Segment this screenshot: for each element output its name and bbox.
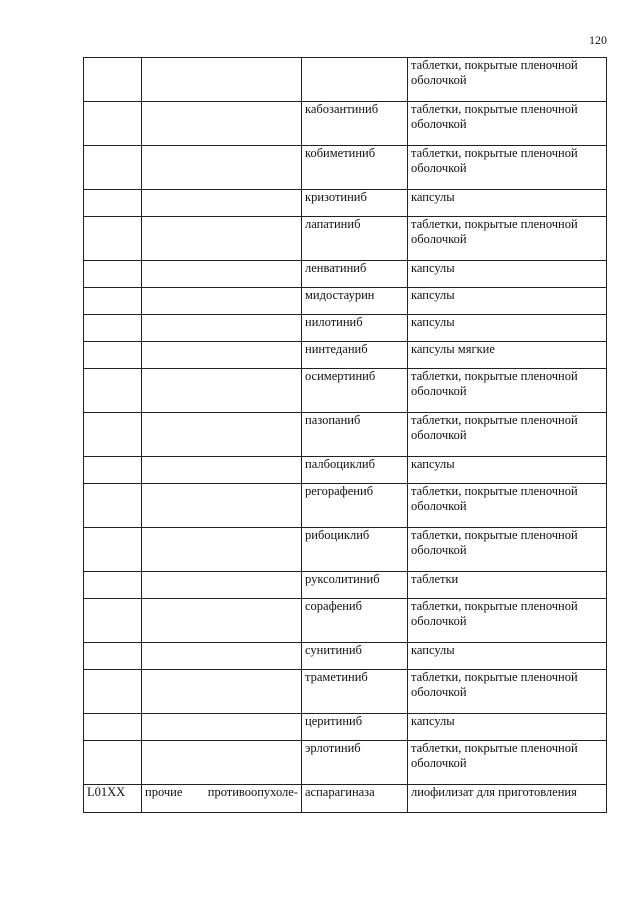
drug-name-cell: рибоциклиб bbox=[302, 528, 408, 572]
group-cell bbox=[142, 315, 302, 342]
code-cell bbox=[84, 670, 142, 714]
drug-name-cell: церитиниб bbox=[302, 714, 408, 741]
group-cell bbox=[142, 599, 302, 643]
drug-name-cell: аспарагиназа bbox=[302, 785, 408, 813]
code-cell bbox=[84, 146, 142, 190]
table-row bbox=[84, 315, 607, 342]
dosage-form-cell: таблетки, покрытые пленочной оболочкой bbox=[408, 413, 607, 457]
dosage-form-cell: таблетки, покрытые пленочной оболочкой bbox=[408, 146, 607, 190]
dosage-form-cell: капсулы bbox=[408, 288, 607, 315]
drug-name-cell: регорафениб bbox=[302, 484, 408, 528]
drug-name-cell: нинтеданиб bbox=[302, 342, 408, 369]
table-row bbox=[84, 670, 607, 714]
code-cell bbox=[84, 599, 142, 643]
drug-name-cell: руксолитиниб bbox=[302, 572, 408, 599]
drug-name-cell: кобиметиниб bbox=[302, 146, 408, 190]
code-cell bbox=[84, 342, 142, 369]
drug-name-cell: мидостаурин bbox=[302, 288, 408, 315]
dosage-form-cell: капсулы bbox=[408, 190, 607, 217]
table-row bbox=[84, 288, 607, 315]
dosage-form-cell: таблетки, покрытые пленочной оболочкой bbox=[408, 670, 607, 714]
dosage-form-cell: капсулы bbox=[408, 457, 607, 484]
drug-name-cell: кризотиниб bbox=[302, 190, 408, 217]
table-row bbox=[84, 572, 607, 599]
code-cell bbox=[84, 217, 142, 261]
dosage-form-cell: лиофилизат для приготовления bbox=[408, 785, 607, 813]
table-row bbox=[84, 342, 607, 369]
table-row bbox=[84, 146, 607, 190]
drug-name-cell: пазопаниб bbox=[302, 413, 408, 457]
dosage-form-cell: таблетки, покрытые пленочной оболочкой bbox=[408, 484, 607, 528]
group-cell bbox=[142, 217, 302, 261]
code-cell bbox=[84, 457, 142, 484]
group-cell bbox=[142, 741, 302, 785]
drug-name-cell: траметиниб bbox=[302, 670, 408, 714]
code-cell bbox=[84, 369, 142, 413]
table-row bbox=[84, 599, 607, 643]
drug-name-cell: ленватиниб bbox=[302, 261, 408, 288]
group-cell bbox=[142, 714, 302, 741]
code-cell bbox=[84, 484, 142, 528]
dosage-form-cell: капсулы bbox=[408, 714, 607, 741]
dosage-form-cell: таблетки, покрытые пленочной оболочкой bbox=[408, 58, 607, 102]
group-cell bbox=[142, 288, 302, 315]
group-cell bbox=[142, 369, 302, 413]
table-row bbox=[84, 58, 607, 102]
code-cell bbox=[84, 261, 142, 288]
code-cell bbox=[84, 190, 142, 217]
table-row bbox=[84, 369, 607, 413]
code-cell bbox=[84, 714, 142, 741]
table-row bbox=[84, 785, 607, 813]
code-cell bbox=[84, 528, 142, 572]
group-cell bbox=[142, 190, 302, 217]
group-cell bbox=[142, 572, 302, 599]
drug-name-cell: лапатиниб bbox=[302, 217, 408, 261]
table-row bbox=[84, 190, 607, 217]
code-cell bbox=[84, 572, 142, 599]
group-cell bbox=[142, 484, 302, 528]
drug-name-cell: осимертиниб bbox=[302, 369, 408, 413]
group-cell bbox=[142, 342, 302, 369]
drug-name-cell: сорафениб bbox=[302, 599, 408, 643]
table-row bbox=[84, 484, 607, 528]
table-row bbox=[84, 413, 607, 457]
drug-table bbox=[83, 57, 607, 813]
code-cell bbox=[84, 413, 142, 457]
dosage-form-cell: таблетки, покрытые пленочной оболочкой bbox=[408, 102, 607, 146]
table-row bbox=[84, 643, 607, 670]
table-row bbox=[84, 102, 607, 146]
group-cell bbox=[142, 58, 302, 102]
dosage-form-cell: таблетки bbox=[408, 572, 607, 599]
group-cell bbox=[142, 102, 302, 146]
code-cell: L01XX bbox=[84, 785, 142, 813]
table-row bbox=[84, 714, 607, 741]
table-row bbox=[84, 217, 607, 261]
code-cell bbox=[84, 102, 142, 146]
code-cell bbox=[84, 315, 142, 342]
dosage-form-cell: капсулы bbox=[408, 315, 607, 342]
drug-name-cell bbox=[302, 58, 408, 102]
group-cell bbox=[142, 670, 302, 714]
code-cell bbox=[84, 288, 142, 315]
drug-name-cell: сунитиниб bbox=[302, 643, 408, 670]
drug-name-cell: кабозантиниб bbox=[302, 102, 408, 146]
dosage-form-cell: таблетки, покрытые пленочной оболочкой bbox=[408, 217, 607, 261]
dosage-form-cell: таблетки, покрытые пленочной оболочкой bbox=[408, 528, 607, 572]
code-cell bbox=[84, 741, 142, 785]
drug-name-cell: палбоциклиб bbox=[302, 457, 408, 484]
group-cell bbox=[142, 457, 302, 484]
dosage-form-cell: таблетки, покрытые пленочной оболочкой bbox=[408, 741, 607, 785]
dosage-form-cell: таблетки, покрытые пленочной оболочкой bbox=[408, 599, 607, 643]
group-cell: прочие противоопухоле- bbox=[142, 785, 302, 813]
table-row bbox=[84, 261, 607, 288]
dosage-form-cell: капсулы мягкие bbox=[408, 342, 607, 369]
group-cell bbox=[142, 261, 302, 288]
table-row bbox=[84, 741, 607, 785]
dosage-form-cell: таблетки, покрытые пленочной оболочкой bbox=[408, 369, 607, 413]
group-cell bbox=[142, 146, 302, 190]
group-cell bbox=[142, 528, 302, 572]
drug-name-cell: нилотиниб bbox=[302, 315, 408, 342]
dosage-form-cell: капсулы bbox=[408, 261, 607, 288]
group-cell bbox=[142, 413, 302, 457]
dosage-form-cell: капсулы bbox=[408, 643, 607, 670]
page-number: 120 bbox=[589, 33, 607, 47]
code-cell bbox=[84, 58, 142, 102]
table-row bbox=[84, 457, 607, 484]
code-cell bbox=[84, 643, 142, 670]
group-cell bbox=[142, 643, 302, 670]
table-row bbox=[84, 528, 607, 572]
drug-name-cell: эрлотиниб bbox=[302, 741, 408, 785]
